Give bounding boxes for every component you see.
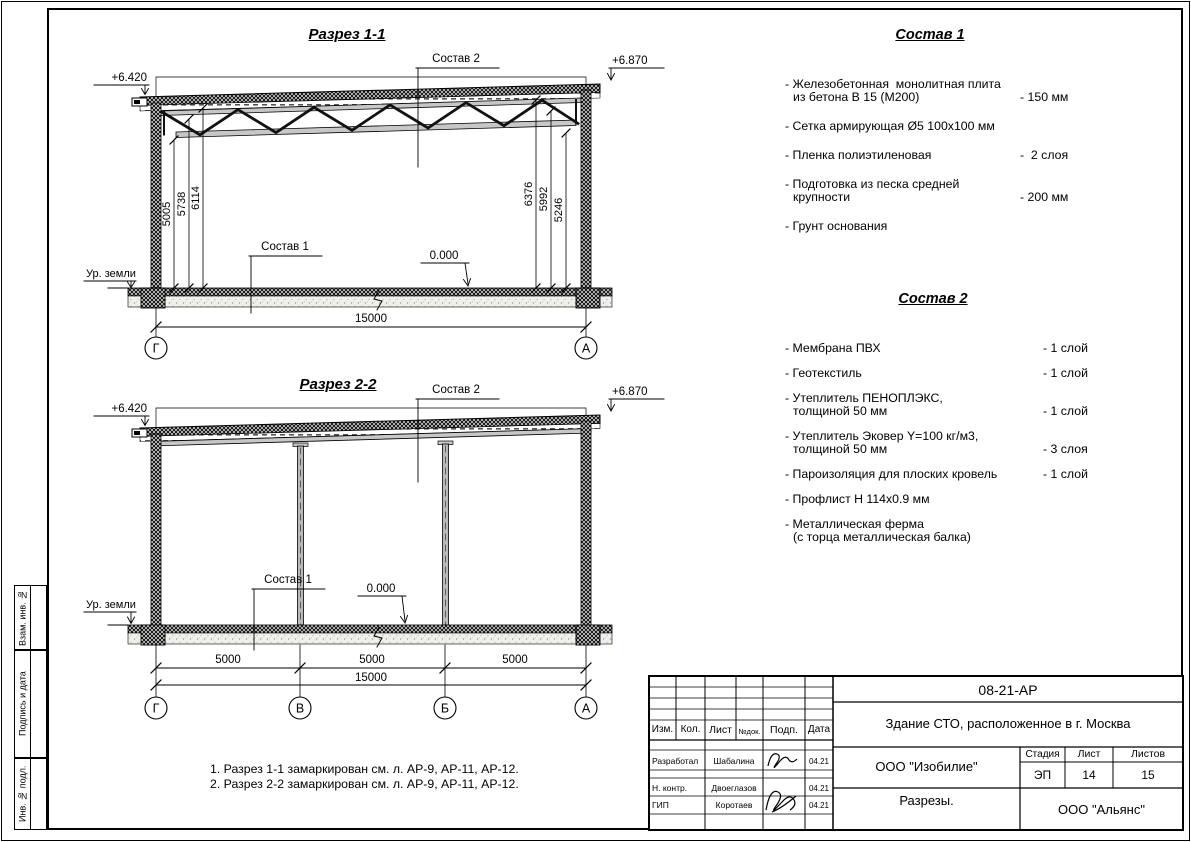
stamp-date-developer: 04.21 bbox=[808, 757, 830, 766]
stamp-sheets-label: Листов bbox=[1130, 748, 1166, 760]
stamp-col-izm: Изм. bbox=[651, 724, 674, 735]
stamp-drawing-name: Разрезы. bbox=[899, 793, 954, 808]
dim-label-5992: 5992 bbox=[538, 186, 550, 212]
list-item bbox=[785, 149, 1125, 162]
ground-label-s1: Ур. земли bbox=[86, 268, 136, 280]
dim-span1: 5000 bbox=[215, 654, 241, 666]
item-value: - 1 слой bbox=[1043, 404, 1088, 418]
item-text: - Профлист Н 114х0.9 мм bbox=[785, 492, 930, 506]
notes bbox=[210, 762, 519, 791]
note-line-1: 1. Разрез 1-1 замаркирован см. л. АР-9, АР-11, АР-12. bbox=[210, 762, 519, 776]
item-text: - Мембрана ПВХ bbox=[785, 341, 881, 355]
sostav1-title: Состав 1 bbox=[895, 27, 965, 43]
elevation-left-s1: +6.420 bbox=[111, 72, 147, 84]
item-text-2: толщиной 50 мм bbox=[793, 404, 888, 418]
item-text: - Пленка полиэтиленовая bbox=[785, 148, 932, 162]
leader-sostav2-s1: Состав 2 bbox=[432, 53, 480, 65]
stamp-company: ООО "Изобилие" bbox=[875, 759, 978, 774]
axis-bubble-g-s1: Г bbox=[152, 341, 160, 356]
section-1-1-drawing bbox=[84, 53, 664, 359]
item-value: - 1 слой bbox=[1043, 366, 1088, 380]
elevation-right-s2: +6.870 bbox=[612, 386, 648, 398]
dim-label-5738: 5738 bbox=[176, 191, 188, 217]
sidebar-cell-vzam bbox=[14, 585, 47, 650]
stamp-col-list: Лист bbox=[709, 724, 732, 736]
stamp-stage-label: Стадия bbox=[1025, 749, 1060, 760]
item-value: - 1 слой bbox=[1043, 341, 1088, 355]
stamp-sheet-label: Лист bbox=[1077, 748, 1101, 760]
axis-bubble-v-s2: В bbox=[295, 701, 305, 716]
dim-label-5005: 5005 bbox=[161, 201, 173, 227]
sidebar-divider bbox=[30, 759, 31, 829]
stamp-name-developer: Шабалина bbox=[713, 756, 755, 766]
list-item bbox=[785, 220, 1125, 233]
section-2-2-drawing bbox=[84, 384, 664, 719]
stamp-stage-value: ЭП bbox=[1033, 768, 1052, 782]
ground-label-s2: Ур. земли bbox=[86, 599, 136, 611]
item-text: - Геотекстиль bbox=[785, 366, 862, 380]
sidebar-divider bbox=[30, 651, 31, 757]
item-text-2: из бетона В 15 (М200) bbox=[793, 90, 920, 104]
item-value: - 1 слой bbox=[1043, 467, 1088, 481]
axis-bubble-a-s2: А bbox=[581, 701, 591, 716]
dim-span3: 5000 bbox=[502, 654, 528, 666]
leader-sostav1-s2: Состав 1 bbox=[264, 574, 312, 586]
stamp-col-data: Дата bbox=[807, 724, 831, 735]
stamp-org: ООО "Альянс" bbox=[1058, 802, 1145, 817]
stamp-col-ndoc: №док. bbox=[738, 727, 761, 736]
sostav1-list bbox=[785, 78, 1125, 249]
list-item bbox=[785, 430, 1135, 456]
list-item bbox=[785, 120, 1125, 133]
item-text: - Металлическая ферма bbox=[785, 517, 924, 531]
stamp-date-gip: 04.21 bbox=[808, 801, 830, 810]
item-text: - Подготовка из песка средней bbox=[785, 177, 960, 191]
item-text-2: (с торца металлическая балка) bbox=[793, 530, 971, 544]
sidebar-cell-podpis bbox=[14, 650, 47, 758]
list-item bbox=[785, 78, 1125, 104]
list-item bbox=[785, 468, 1135, 481]
stamp-role-gip: ГИП bbox=[652, 800, 669, 810]
note-line-2: 2. Разрез 2-2 замаркирован см. л. АР-9, АР-11, АР-12. bbox=[210, 776, 519, 791]
zero-level-s2: 0.000 bbox=[366, 583, 396, 595]
dim-label-total-s1: 15000 bbox=[355, 313, 387, 325]
dim-label-5246: 5246 bbox=[553, 197, 565, 223]
sidebar-divider bbox=[30, 586, 31, 649]
dim-label-total-s2: 15000 bbox=[355, 672, 387, 684]
sostav2-title: Состав 2 bbox=[898, 291, 968, 307]
section-2-2-title: Разрез 2-2 bbox=[299, 376, 377, 393]
axis-bubble-b-s2: Б bbox=[440, 701, 450, 716]
list-item bbox=[785, 342, 1135, 355]
list-item bbox=[785, 178, 1125, 204]
elevation-right-s1: +6.870 bbox=[612, 55, 648, 67]
item-text: - Грунт основания bbox=[785, 219, 888, 233]
dim-label-6376: 6376 bbox=[523, 181, 535, 207]
sidebar-cell-inv bbox=[14, 758, 47, 830]
item-value: - 150 мм bbox=[1020, 90, 1069, 104]
stamp-role-checker: Н. контр. bbox=[652, 783, 688, 793]
list-item bbox=[785, 518, 1135, 544]
item-value: - 3 слоя bbox=[1043, 442, 1088, 456]
zero-level-s1: 0.000 bbox=[429, 250, 459, 262]
sidebar-label-vzam: Взам. инв. № bbox=[17, 589, 28, 646]
stamp-col-podp: Подп. bbox=[770, 724, 798, 736]
item-text: - Утеплитель Эковер Y=100 кг/м3, bbox=[785, 429, 979, 443]
list-item bbox=[785, 493, 1135, 506]
list-item bbox=[785, 367, 1135, 380]
item-text: - Утеплитель ПЕНОПЛЭКС, bbox=[785, 391, 943, 405]
axis-bubble-g-s2: Г bbox=[152, 701, 160, 716]
stamp-date-checker: 04.21 bbox=[808, 784, 830, 793]
item-text: - Сетка армирующая Ø5 100х100 мм bbox=[785, 119, 995, 133]
item-text: - Пароизоляция для плоских кровель bbox=[785, 467, 998, 481]
stamp-col-kol: Кол. bbox=[680, 724, 701, 735]
item-text-2: толщиной 50 мм bbox=[793, 442, 888, 456]
sidebar-label-podpis: Подпись и дата bbox=[17, 671, 28, 737]
section-1-1-title: Разрез 1-1 bbox=[308, 26, 386, 43]
stamp-object-title: Здание СТО, расположенное в г. Москва bbox=[885, 716, 1131, 731]
stamp-name-gip: Коротаев bbox=[715, 800, 753, 810]
sidebar-label-inv: Инв. № подл. bbox=[17, 765, 28, 823]
stamp-name-checker: Двоеглазов bbox=[711, 783, 757, 793]
stamp-sheet-value: 14 bbox=[1082, 768, 1096, 782]
axis-bubble-a-s1: А bbox=[581, 341, 591, 356]
leader-sostav2-s2: Состав 2 bbox=[432, 384, 480, 396]
list-item bbox=[785, 392, 1135, 418]
stamp-role-developer: Разработал bbox=[652, 756, 699, 766]
leader-sostav1-s1: Состав 1 bbox=[261, 241, 309, 253]
item-value: - 2 слоя bbox=[1020, 148, 1069, 162]
elevation-left-s2: +6.420 bbox=[111, 403, 147, 415]
sostav2-list bbox=[785, 342, 1135, 556]
item-value: - 200 мм bbox=[1020, 190, 1069, 204]
stamp-sheets-value: 15 bbox=[1141, 768, 1155, 782]
dim-span2: 5000 bbox=[359, 654, 385, 666]
dim-label-6114: 6114 bbox=[190, 186, 202, 210]
item-text-2: крупности bbox=[793, 190, 851, 204]
stamp-doc-number: 08-21-АР bbox=[978, 682, 1038, 698]
item-text: - Железобетонная монолитная плита bbox=[785, 77, 1001, 91]
